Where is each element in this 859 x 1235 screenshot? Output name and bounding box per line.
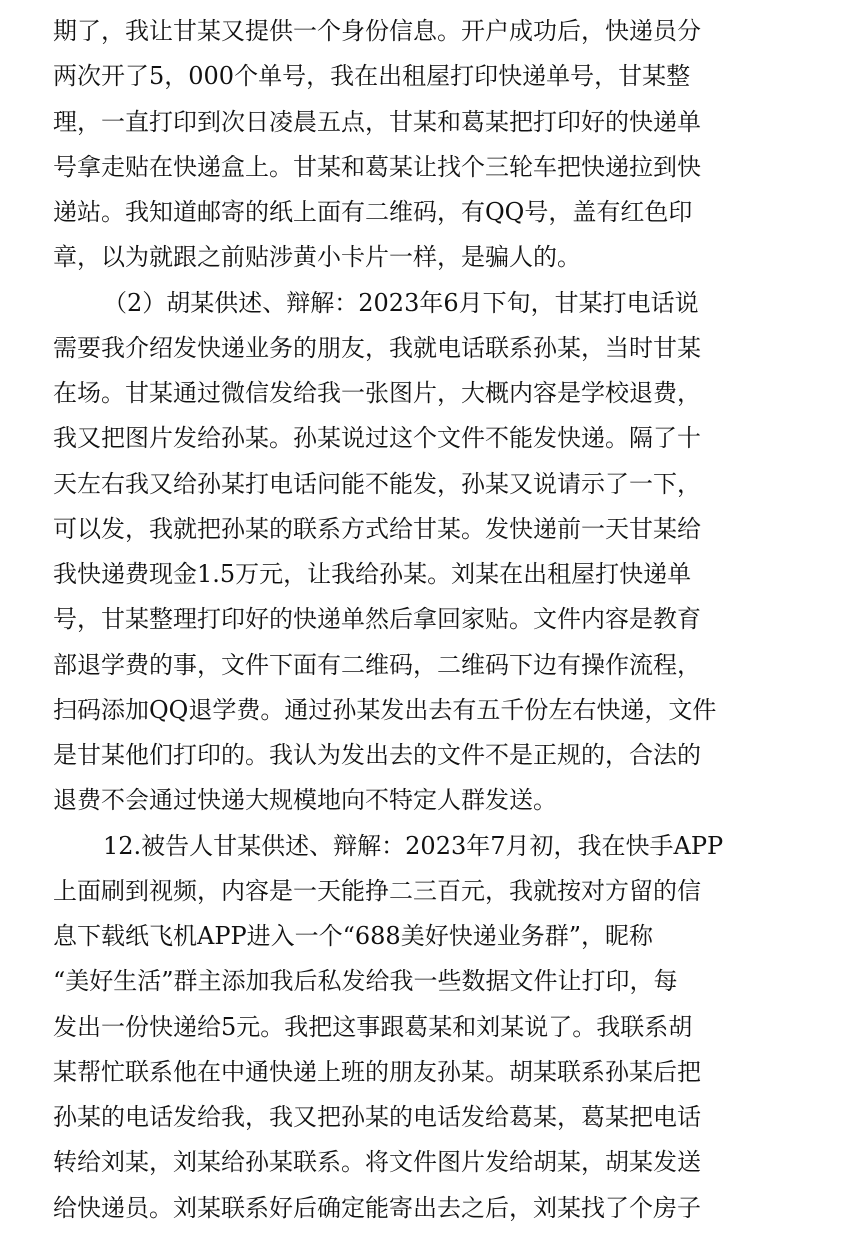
text-line: 孙某的电话发给我，我又把孙某的电话发给葛某，葛某把电话: [53, 1103, 701, 1131]
text-line: 上面刷到视频，内容是一天能挣二三百元，我就按对方留的信: [53, 876, 701, 905]
text-line: 可以发，我就把孙某的联系方式给甘某。发快递前一天甘某给: [53, 514, 701, 543]
text-line: 退费不会通过快递大规模地向不特定人群发送。: [53, 786, 557, 815]
text-line: 我快递费现金1.5万元，让我给孙某。刘某在出租屋打快递单: [53, 560, 692, 588]
text-line: 章，以为就跟之前贴涉黄小卡片一样，是骗人的。: [53, 243, 581, 272]
text-line: 需要我介绍发快递业务的朋友，我就电话联系孙某，当时甘某: [53, 333, 701, 362]
text-line: 两次开了5，000个单号，我在出租屋打印快递单号，甘某整: [53, 62, 691, 91]
text-line: 期了，我让甘某又提供一个身份信息。开户成功后，快递员分: [53, 17, 701, 45]
text-line: 理，一直打印到次日凌晨五点，甘某和葛某把打印好的快递单: [53, 107, 701, 136]
text-line: 在场。甘某通过微信发给我一张图片，大概内容是学校退费，: [53, 379, 701, 407]
text-line: 给快递员。刘某联系好后确定能寄出去之后，刘某找了个房子: [53, 1193, 701, 1222]
text-line: 息下载纸飞机APP进入一个“688美好快递业务群”，昵称: [53, 922, 653, 950]
text-line: 天左右我又给孙某打电话问能不能发，孙某又说请示了一下，: [53, 469, 701, 498]
paragraph-start-line: （2）胡某供述、辩解：2023年6月下旬，甘某打电话说: [103, 288, 699, 317]
text-line: 号拿走贴在快递盒上。甘某和葛某让找个三轮车把快递拉到快: [53, 152, 701, 181]
paragraph-start-line: 12.被告人甘某供述、辩解：2023年7月初，我在快手APP: [103, 831, 724, 860]
text-line: 部退学费的事，文件下面有二维码，二维码下边有操作流程，: [53, 650, 701, 679]
text-line: 递站。我知道邮寄的纸上面有二维码，有QQ号，盖有红色印: [53, 198, 693, 226]
text-line: 是甘某他们打印的。我认为发出去的文件不是正规的，合法的: [53, 741, 701, 769]
text-line: 我又把图片发给孙某。孙某说过这个文件不能发快递。隔了十: [53, 424, 701, 453]
text-line: 发出一份快递给5元。我把这事跟葛某和刘某说了。我联系胡: [53, 1012, 693, 1041]
text-line: 号，甘某整理打印好的快递单然后拿回家贴。文件内容是教育: [53, 605, 701, 634]
text-line: 扫码添加QQ退学费。通过孙某发出去有五千份左右快递，文件: [53, 695, 717, 724]
text-line: “美好生活”群主添加我后私发给我一些数据文件让打印，每: [53, 967, 678, 996]
text-line: 某帮忙联系他在中通快递上班的朋友孙某。胡某联系孙某后把: [53, 1057, 701, 1086]
document-body: [53, 0, 803, 1231]
text-line: 转给刘某，刘某给孙某联系。将文件图片发给胡某，胡某发送: [53, 1148, 701, 1177]
